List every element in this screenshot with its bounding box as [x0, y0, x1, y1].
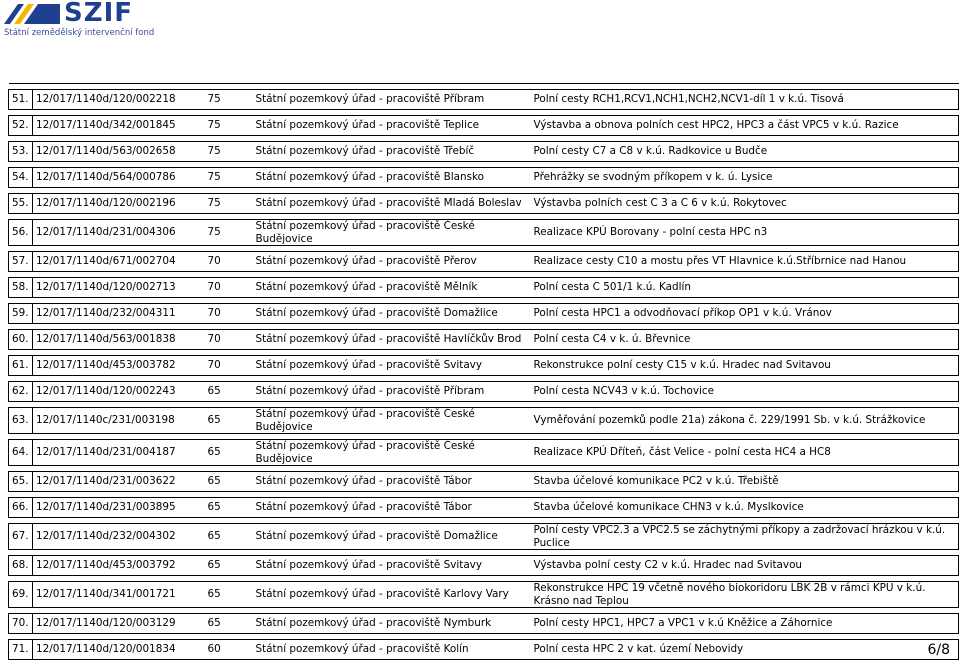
table-row — [9, 252, 959, 272]
logo-subtitle: Státní zemědělský intervenční fond — [4, 28, 155, 38]
table-row — [9, 524, 959, 550]
office-name-cell: Státní pozemkový úřad - pracoviště Třebíč — [253, 142, 531, 162]
registration-code-cell: 12/017/1140d/671/002704 — [33, 252, 205, 272]
score-cell: 75 — [205, 168, 253, 188]
table-row — [9, 440, 959, 466]
table-row — [9, 330, 959, 350]
table-row — [9, 614, 959, 634]
row-number-cell: 60. — [9, 330, 33, 350]
project-name-cell: Stavba účelové komunikace CHN3 v k.ú. Myslkovice — [531, 498, 959, 518]
row-number-cell: 69. — [9, 582, 33, 608]
table-row — [9, 556, 959, 576]
project-name-cell: Polní cesta C 501/1 k.ú. Kadlín — [531, 278, 959, 298]
office-name-cell: Státní pozemkový úřad - pracoviště České Budějovice — [253, 220, 531, 246]
office-name-cell: Státní pozemkový úřad - pracoviště Příbram — [253, 90, 531, 110]
row-number-cell: 68. — [9, 556, 33, 576]
registration-code-cell: 12/017/1140d/120/001834 — [33, 640, 205, 660]
office-name-cell: Státní pozemkový úřad - pracoviště Nymburk — [253, 614, 531, 634]
table-row — [9, 382, 959, 402]
score-cell: 65 — [205, 472, 253, 492]
project-name-cell: Výstavba polní cesty C2 v k.ú. Hradec nad Svitavou — [531, 556, 959, 576]
project-name-cell: Polní cesta NCV43 v k.ú. Tochovice — [531, 382, 959, 402]
office-name-cell: Státní pozemkový úřad - pracoviště Příbram — [253, 382, 531, 402]
page-header — [0, 0, 960, 48]
registration-code-cell: 12/017/1140d/231/004187 — [33, 440, 205, 466]
registration-code-cell: 12/017/1140d/120/002196 — [33, 194, 205, 214]
project-name-cell: Polní cesta HPC 2 v kat. území Nebovidy — [531, 640, 959, 660]
registration-code-cell: 12/017/1140d/564/000786 — [33, 168, 205, 188]
project-name-cell: Polní cesta HPC1 a odvodňovací příkop OP1 v k.ú. Vránov — [531, 304, 959, 324]
table-row — [9, 408, 959, 434]
score-cell: 75 — [205, 220, 253, 246]
office-name-cell: Státní pozemkový úřad - pracoviště České Budějovice — [253, 440, 531, 466]
office-name-cell: Státní pozemkový úřad - pracoviště Karlovy Vary — [253, 582, 531, 608]
table-row — [9, 278, 959, 298]
score-cell: 75 — [205, 194, 253, 214]
project-name-cell: Rekonstrukce polní cesty C15 v k.ú. Hradec nad Svitavou — [531, 356, 959, 376]
row-number-cell: 54. — [9, 168, 33, 188]
score-cell: 70 — [205, 278, 253, 298]
office-name-cell: Státní pozemkový úřad - pracoviště Teplice — [253, 116, 531, 136]
project-table-body — [9, 84, 959, 660]
row-number-cell: 61. — [9, 356, 33, 376]
office-name-cell: Státní pozemkový úřad - pracoviště Blansko — [253, 168, 531, 188]
office-name-cell: Státní pozemkový úřad - pracoviště Tábor — [253, 472, 531, 492]
score-cell: 75 — [205, 142, 253, 162]
table-row — [9, 582, 959, 608]
project-name-cell: Realizace cesty C10 a mostu přes VT Hlavnice k.ú.Stříbrnice nad Hanou — [531, 252, 959, 272]
score-cell: 65 — [205, 440, 253, 466]
page-number: 6/8 — [927, 642, 950, 658]
office-name-cell: Státní pozemkový úřad - pracoviště Svitavy — [253, 556, 531, 576]
registration-code-cell: 12/017/1140d/120/002218 — [33, 90, 205, 110]
registration-code-cell: 12/017/1140d/453/003782 — [33, 356, 205, 376]
table-row — [9, 194, 959, 214]
score-cell: 70 — [205, 304, 253, 324]
row-number-cell: 67. — [9, 524, 33, 550]
row-number-cell: 57. — [9, 252, 33, 272]
registration-code-cell: 12/017/1140d/120/002243 — [33, 382, 205, 402]
score-cell: 65 — [205, 382, 253, 402]
project-name-cell: Výstavba a obnova polních cest HPC2, HPC3 a část VPC5 v k.ú. Razice — [531, 116, 959, 136]
row-number-cell: 55. — [9, 194, 33, 214]
score-cell: 65 — [205, 524, 253, 550]
office-name-cell: Státní pozemkový úřad - pracoviště České Budějovice — [253, 408, 531, 434]
row-number-cell: 59. — [9, 304, 33, 324]
row-number-cell: 62. — [9, 382, 33, 402]
table-row — [9, 356, 959, 376]
project-name-cell: Polní cesty C7 a C8 v k.ú. Radkovice u Budče — [531, 142, 959, 162]
office-name-cell: Státní pozemkový úřad - pracoviště Mladá Boleslav — [253, 194, 531, 214]
office-name-cell: Státní pozemkový úřad - pracoviště Havlíčkův Brod — [253, 330, 531, 350]
row-number-cell: 71. — [9, 640, 33, 660]
table-row — [9, 640, 959, 660]
project-name-cell: Realizace KPÚ Dříteň, část Velice - polní cesta HC4 a HC8 — [531, 440, 959, 466]
table-row — [9, 498, 959, 518]
score-cell: 75 — [205, 90, 253, 110]
project-name-cell: Polní cesty HPC1, HPC7 a VPC1 v k.ú Kněžice a Záhornice — [531, 614, 959, 634]
score-cell: 70 — [205, 252, 253, 272]
office-name-cell: Státní pozemkový úřad - pracoviště Svitavy — [253, 356, 531, 376]
registration-code-cell: 12/017/1140d/563/001838 — [33, 330, 205, 350]
registration-code-cell: 12/017/1140d/341/001721 — [33, 582, 205, 608]
registration-code-cell: 12/017/1140d/120/003129 — [33, 614, 205, 634]
project-name-cell: Polní cesty RCH1,RCV1,NCH1,NCH2,NCV1-díl 1 v k.ú. Tisová — [531, 90, 959, 110]
registration-code-cell: 12/017/1140d/231/003895 — [33, 498, 205, 518]
row-number-cell: 66. — [9, 498, 33, 518]
logo-wordmark: SZIF — [64, 0, 134, 28]
project-name-cell: Realizace KPÚ Borovany - polní cesta HPC n3 — [531, 220, 959, 246]
table-row — [9, 116, 959, 136]
row-number-cell: 53. — [9, 142, 33, 162]
office-name-cell: Státní pozemkový úřad - pracoviště Tábor — [253, 498, 531, 518]
row-number-cell: 63. — [9, 408, 33, 434]
score-cell: 65 — [205, 556, 253, 576]
row-number-cell: 51. — [9, 90, 33, 110]
office-name-cell: Státní pozemkový úřad - pracoviště Domažlice — [253, 304, 531, 324]
registration-code-cell: 12/017/1140d/232/004302 — [33, 524, 205, 550]
score-cell: 65 — [205, 498, 253, 518]
project-name-cell: Vyměřování pozemků podle 21a) zákona č. 229/1991 Sb. v k.ú. Strážkovice — [531, 408, 959, 434]
score-cell: 65 — [205, 614, 253, 634]
row-number-cell: 52. — [9, 116, 33, 136]
table-row — [9, 168, 959, 188]
score-cell: 70 — [205, 330, 253, 350]
registration-code-cell: 12/017/1140c/231/003198 — [33, 408, 205, 434]
row-number-cell: 58. — [9, 278, 33, 298]
score-cell: 75 — [205, 116, 253, 136]
project-name-cell: Výstavba polních cest C 3 a C 6 v k.ú. Rokytovec — [531, 194, 959, 214]
table-row — [9, 304, 959, 324]
score-cell: 70 — [205, 356, 253, 376]
office-name-cell: Státní pozemkový úřad - pracoviště Mělník — [253, 278, 531, 298]
row-number-cell: 70. — [9, 614, 33, 634]
project-name-cell: Rekonstrukce HPC 19 včetně nového biokoridoru LBK 2B v rámci KPÚ v k.ú. Krásno nad Teplou — [531, 582, 959, 608]
office-name-cell: Státní pozemkový úřad - pracoviště Přerov — [253, 252, 531, 272]
table-row — [9, 220, 959, 246]
project-name-cell: Přehrážky se svodným příkopem v k. ú. Lysice — [531, 168, 959, 188]
registration-code-cell: 12/017/1140d/453/003792 — [33, 556, 205, 576]
table-row — [9, 142, 959, 162]
project-name-cell: Polní cesty VPC2.3 a VPC2.5 se záchytnými příkopy a zadržovací hrázkou v k.ú. Puclice — [531, 524, 959, 550]
registration-code-cell: 12/017/1140d/563/002658 — [33, 142, 205, 162]
registration-code-cell: 12/017/1140d/120/002713 — [33, 278, 205, 298]
registration-code-cell: 12/017/1140d/342/001845 — [33, 116, 205, 136]
szif-logo-mark-icon — [4, 2, 60, 26]
project-table — [8, 83, 959, 660]
score-cell: 65 — [205, 582, 253, 608]
project-name-cell: Polní cesta C4 v k. ú. Břevnice — [531, 330, 959, 350]
registration-code-cell: 12/017/1140d/231/004306 — [33, 220, 205, 246]
registration-code-cell: 12/017/1140d/232/004311 — [33, 304, 205, 324]
office-name-cell: Státní pozemkový úřad - pracoviště Kolín — [253, 640, 531, 660]
szif-logo — [4, 2, 164, 42]
score-cell: 60 — [205, 640, 253, 660]
row-number-cell: 56. — [9, 220, 33, 246]
table-row — [9, 472, 959, 492]
row-number-cell: 65. — [9, 472, 33, 492]
score-cell: 65 — [205, 408, 253, 434]
table-row — [9, 90, 959, 110]
row-number-cell: 64. — [9, 440, 33, 466]
office-name-cell: Státní pozemkový úřad - pracoviště Domažlice — [253, 524, 531, 550]
project-name-cell: Stavba účelové komunikace PC2 v k.ú. Třebiště — [531, 472, 959, 492]
registration-code-cell: 12/017/1140d/231/003622 — [33, 472, 205, 492]
